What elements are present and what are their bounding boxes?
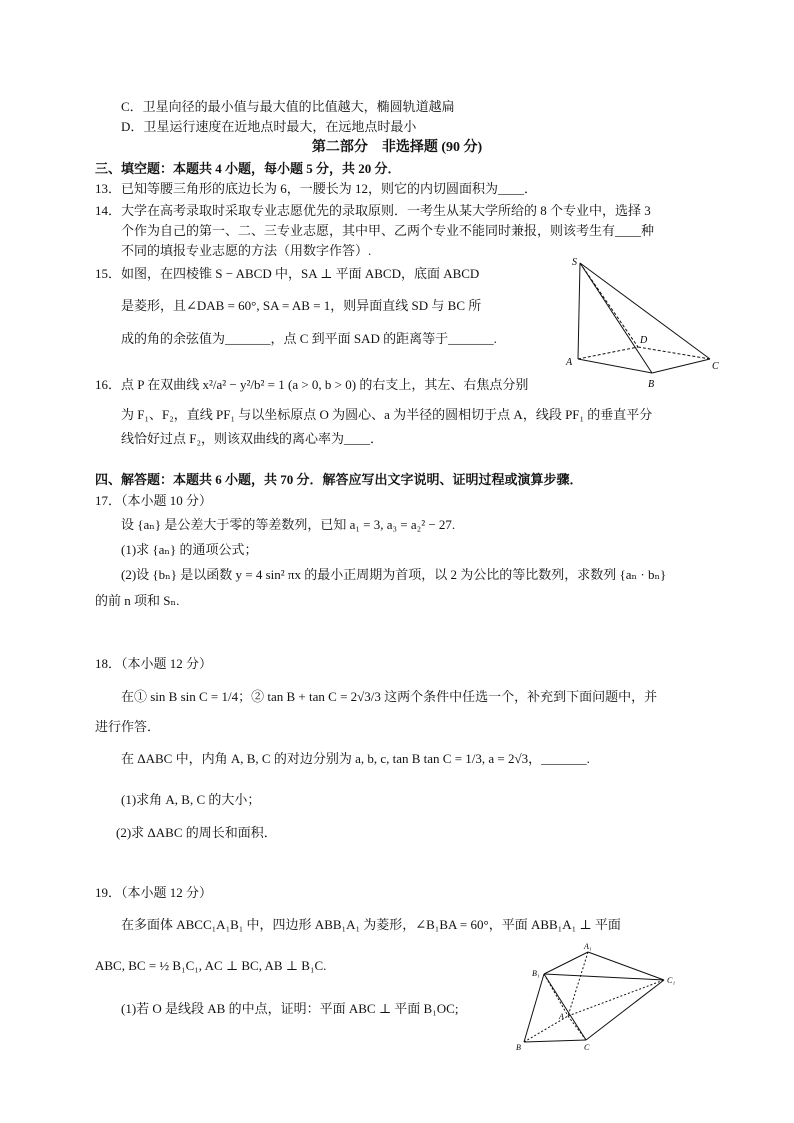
label-a: A [559,1012,564,1021]
question-15-line-3: 成的角的余弦值为_______，点 C 到平面 SAD 的距离等于_______. [121,331,497,346]
label-d: D [640,335,648,346]
question-18-line-4: (1)求角 A, B, C 的大小； [121,792,261,807]
label-b: B [516,1043,521,1052]
label-c1: C₁ [667,976,676,985]
question-14-line-1: 14．大学在高考录取时采取专业志愿优先的录取原则．一考生从某大学所给的 8 个专业中，选择 3 [95,203,651,218]
question-19-line-2: ABC, BC = ½ B₁C₁, AC ⊥ BC, AB ⊥ B₁C. [95,958,327,973]
question-19-heading: 19．（本小题 12 分） [95,885,213,900]
question-18-line-1: 在① sin B sin C = 1/4；② tan B + tan C = 2√3/3 这两个条件中任选一个，补充到下面问题中，并 [121,689,658,704]
option-c: C．卫星向径的最小值与最大值的比值越大，椭圆轨道越扁 [121,99,455,114]
figure-pyramid [560,255,730,395]
label-c: C [584,1043,590,1052]
question-15-line-2: 是菱形，且∠DAB = 60°, SA = AB = 1，则异面直线 SD 与 BC 所 [121,298,482,313]
question-17-line-1: 设 {aₙ} 是公差大于零的等差数列，已知 a₁ = 3, a₃ = a₂² − 27. [121,517,456,532]
label-a1: A₁ [584,942,592,951]
label-s: S [572,257,577,268]
question-17-line-4: 的前 n 项和 Sₙ. [95,593,180,608]
question-14-line-2: 个作为自己的第一、二、三专业志愿，其中甲、乙两个专业不能同时兼报，则该考生有____种 [121,223,655,238]
section-4-heading: 四、解答题：本题共 6 小题，共 70 分．解答应写出文字说明、证明过程或演算步骤． [95,472,583,487]
question-15-line-1: 15．如图，在四棱锥 S − ABCD 中，SA ⊥ 平面 ABCD，底面 ABCD [95,266,480,281]
question-19-line-1: 在多面体 ABCC₁A₁B₁ 中，四边形 ABB₁A₁ 为菱形，∠B₁BA = 60°，平面 ABB₁A₁ ⊥ 平面 [121,917,621,932]
question-17-line-2: (1)求 {aₙ} 的通项公式； [121,542,258,557]
question-13: 13．已知等腰三角形的底边长为 6，一腰长为 12，则它的内切圆面积为____． [95,181,538,196]
part-two-heading: 第二部分 非选择题 (90 分) [311,140,483,155]
question-19-line-3: (1)若 O 是线段 AB 的中点，证明：平面 ABC ⊥ 平面 B₁OC; [121,1001,459,1016]
label-c: C [712,361,719,372]
question-17-line-3: (2)设 {bₙ} 是以函数 y = 4 sin² πx 的最小正周期为首项，以 2 为公比的等比数列，求数列 {aₙ · bₙ} [121,567,667,582]
question-18-line-2: 进行作答． [95,719,161,734]
option-d: D．卫星运行速度在近地点时最大，在远地点时最小 [121,119,417,134]
question-18-line-5: (2)求 ΔABC 的周长和面积． [116,825,277,840]
question-14-line-3: 不同的填报专业志愿的方法（用数字作答）. [121,243,372,258]
question-18-line-3: 在 ΔABC 中，内角 A, B, C 的对边分别为 a, b, c, tan B tan C = 1/3, a = 2√3，_______. [121,751,590,766]
question-18-heading: 18．（本小题 12 分） [95,656,213,671]
label-a: A [566,357,573,368]
question-16-line-3: 线恰好过点 F₂，则该双曲线的离心率为____． [121,431,384,446]
question-16-line-1: 16．点 P 在双曲线 x²/a² − y²/b² = 1 (a > 0, b > 0) 的右支上，其左、右焦点分别 [95,377,529,392]
label-b: B [648,379,655,390]
figure-polyhedron [510,940,690,1060]
section-3-heading: 三、填空题：本题共 4 小题，每小题 5 分，共 20 分． [95,161,401,176]
label-b1: B₁ [532,969,540,978]
question-16-line-2: 为 F₁、F₂，直线 PF₁ 与以坐标原点 O 为圆心、a 为半径的圆相切于点 A，线段 PF₁ 的垂直平分 [121,407,653,422]
question-17-heading: 17．（本小题 10 分） [95,493,213,508]
